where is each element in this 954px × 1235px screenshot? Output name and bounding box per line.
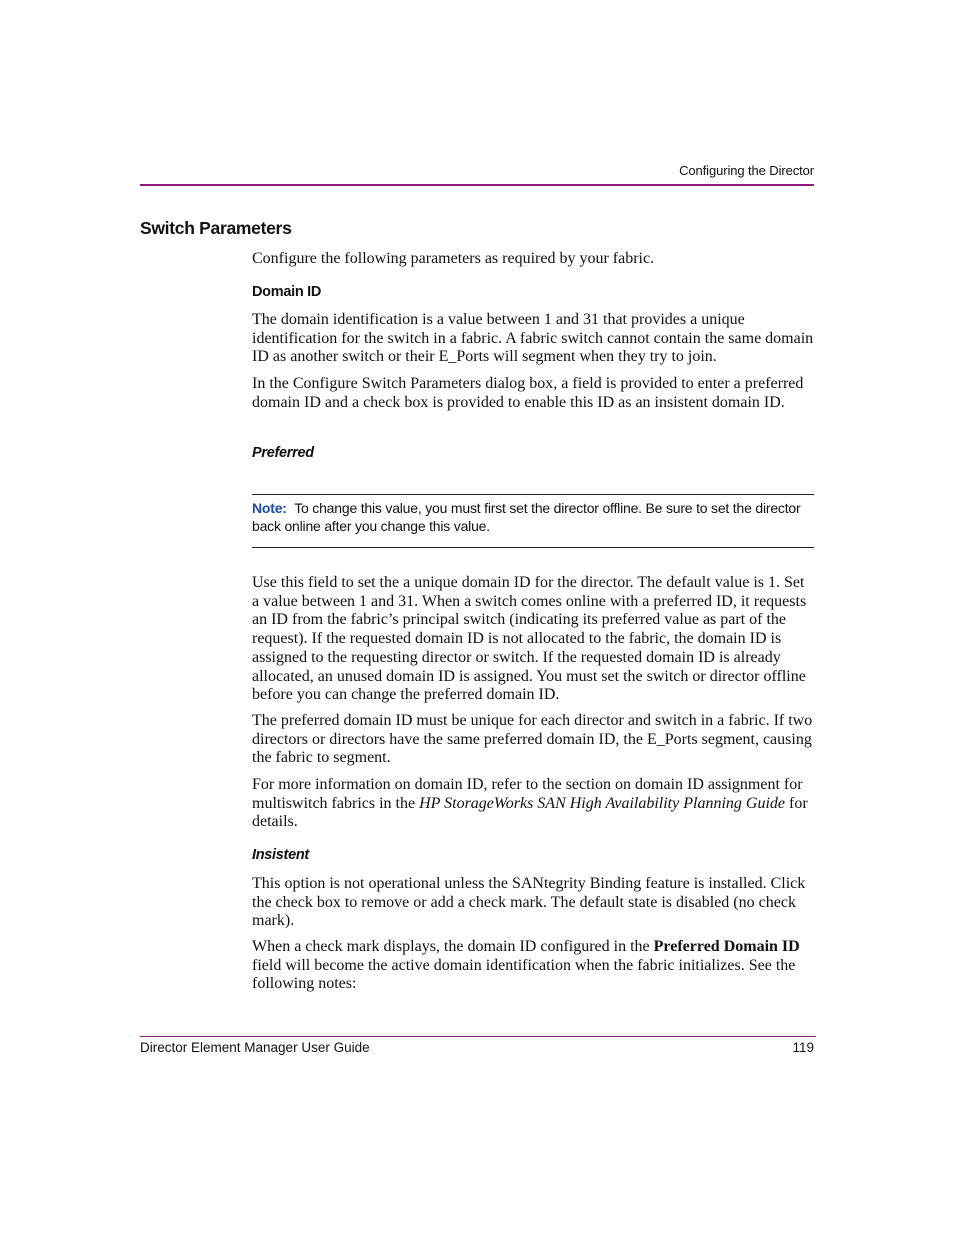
planning-guide-title: HP StorageWorks SAN High Availability Planning Guide (419, 794, 785, 812)
domain-id-para-2: In the Configure Switch Parameters dialog box, a field is provided to enter a preferred domain ID and a check box is provided to enable this ID as an insistent domain ID. (252, 375, 804, 411)
note-text: To change this value, you must first set the director offline. Be sure to set the director back online after you change this value. (252, 500, 801, 534)
domain-id-heading: Domain ID (252, 284, 322, 300)
insistent-para-2 (252, 938, 814, 994)
preferred-heading: Preferred (252, 445, 314, 461)
domain-id-para-1: The domain identification is a value between 1 and 31 that provides a unique identification for the switch in a fabric. A fabric switch cannot contain the same domain ID as another switch or their E_Ports will segment when they try to join. (252, 311, 814, 366)
note-bottom-rule (252, 547, 814, 548)
insistent-para-1: This option is not operational unless the SANtegrity Binding feature is installed. Click the check box to remove or add a check mark. The default state is disabled (no check mark). (252, 875, 806, 930)
section-intro: Configure the following parameters as required by your fabric. (252, 250, 655, 267)
insistent-para-2-text-1: When a check mark displays, the domain ID configured in the (252, 938, 654, 955)
insistent-para-2-text-2: field will become the active domain identification when the fabric initializes. See the following notes: (252, 956, 796, 993)
insistent-heading: Insistent (252, 847, 309, 863)
section-title: Switch Parameters (140, 218, 292, 238)
header-rule (140, 184, 814, 186)
preferred-para-3 (252, 776, 814, 832)
preferred-para-1: Use this field to set the a unique domain ID for the director. The default value is 1. Set a value between 1 and 31. When a switch comes online with a preferred ID, it requests an ID from the fabric’s principal switch (indicating its preferred value as part of the request). If the requested domain ID is not allocated to the fabric, the domain ID is assigned to the requesting director or switch. If the requested domain ID is already allocated, an unused domain ID is assigned. You must set the switch or director offline before you can change the preferred domain ID. (252, 574, 807, 704)
preferred-para-2: The preferred domain ID must be unique for each director and switch in a fabric. If two directors or directors have the same preferred domain ID, the E_Ports segment, causing the fabric to segment. (252, 712, 813, 767)
running-header: Configuring the Director (679, 163, 814, 178)
preferred-para-3-text-2: for details. (252, 794, 808, 831)
note-box (252, 500, 814, 535)
preferred-domain-id-field-name: Preferred Domain ID (653, 938, 800, 955)
preferred-para-3-text-1: For more information on domain ID, refer to the section on domain ID assignment for multiswitch fabrics in the (252, 776, 803, 812)
footer-page-number: 119 (792, 1040, 814, 1055)
note-top-rule (252, 494, 814, 495)
footer-guide-title: Director Element Manager User Guide (140, 1040, 370, 1055)
footer-rule (140, 1036, 816, 1037)
note-label: Note: (252, 500, 287, 516)
